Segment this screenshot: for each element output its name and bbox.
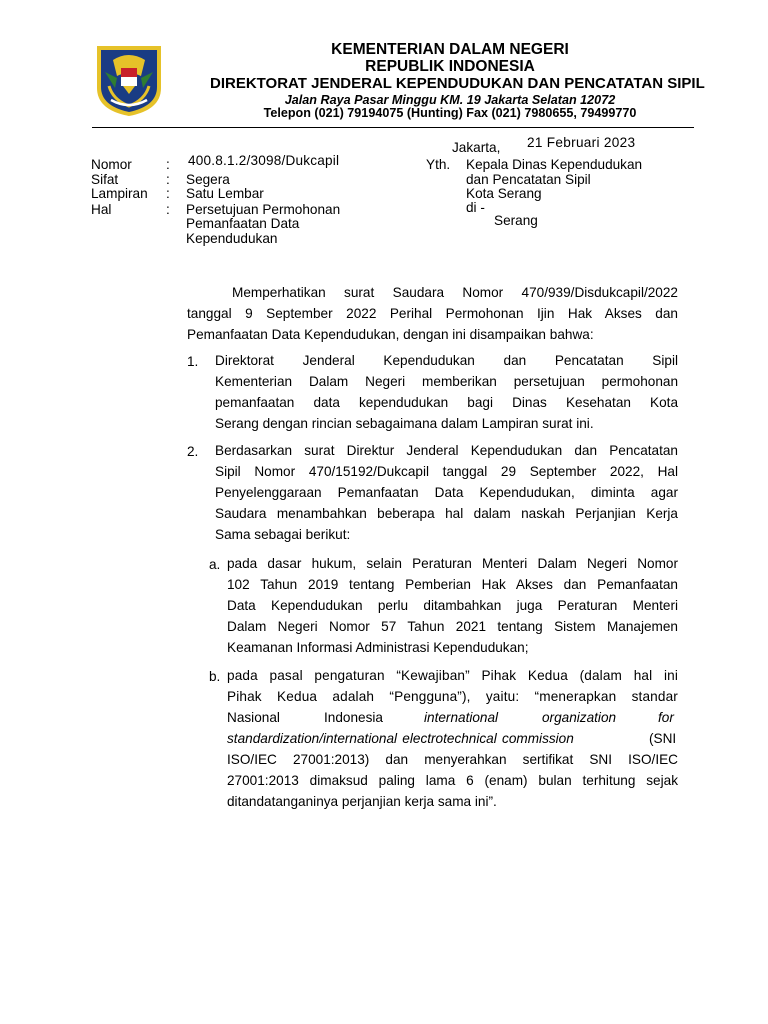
intro-line: tanggal 9 September 2022 Perihal Permohonan Ijin Hak Akses dan xyxy=(187,306,678,321)
office-phone-fax: Telepon (021) 79194075 (Hunting) Fax (021) 7980655, 79499770 xyxy=(263,106,637,120)
sub-b-line: ISO/IEC 27001:2013) dan menyerahkan sertifikat SNI ISO/IEC xyxy=(227,752,678,767)
lampiran-colon: : xyxy=(166,186,170,201)
sub-b-line: pada pasal pengaturan “Kewajiban” Pihak Kedua (dalam hal ini xyxy=(227,668,678,683)
sub-a-line: pada dasar hukum, selain Peraturan Menteri Dalam Negeri Nomor xyxy=(227,556,678,571)
lampiran-label: Lampiran xyxy=(91,186,148,201)
sub-a-line: 102 Tahun 2019 tentang Pemberian Hak Akses dan Pemanfaatan xyxy=(227,577,678,592)
hal-label: Hal xyxy=(91,202,112,217)
sub-b-line: 27001:2013 dimaksud paling lama 6 (enam) bulan terhitung sejak xyxy=(227,773,678,788)
hal-value-line: Kependudukan xyxy=(186,231,278,246)
intro-line: Pemanfaatan Data Kependudukan, dengan ini disampaikan bahwa: xyxy=(187,327,594,342)
item-2-number: 2. xyxy=(187,444,199,459)
item-2-line: Saudara menambahkan beberapa hal dalam naskah Perjanjian Kerja xyxy=(215,506,678,521)
letter-date: 21 Februari 2023 xyxy=(527,135,636,150)
addressee-line: Kota Serang xyxy=(466,186,542,201)
sifat-value: Segera xyxy=(186,172,230,187)
sub-a-label: a. xyxy=(209,557,221,572)
letterhead-divider xyxy=(92,127,694,128)
item-2-line: Berdasarkan surat Direktur Jenderal Kependudukan dan Pencatatan xyxy=(215,443,678,458)
lampiran-value: Satu Lembar xyxy=(186,186,264,201)
letter-place: Jakarta, xyxy=(452,140,501,155)
addressee-line: di - xyxy=(466,200,485,215)
hal-colon: : xyxy=(166,202,170,217)
sub-b-line4-tail: (SNI xyxy=(649,731,677,746)
sub-b-label: b. xyxy=(209,669,221,684)
sub-b-line: Pihak Kedua adalah “Pengguna”), yaitu: “menerapkan standar xyxy=(227,689,678,704)
sub-a-line: Keamanan Informasi Administrasi Kependudukan; xyxy=(227,640,529,655)
sifat-colon: : xyxy=(166,172,170,187)
office-address: Jalan Raya Pasar Minggu KM. 19 Jakarta Selatan 12072 xyxy=(284,93,616,107)
addressee-yth: Yth. xyxy=(426,157,451,172)
sub-a-line: Data Kependudukan perlu ditambahkan juga Peraturan Menteri xyxy=(227,598,678,613)
sub-b-line3-word: organization xyxy=(542,710,617,725)
item-1-line: Serang dengan rincian sebagaimana dalam Lampiran surat ini. xyxy=(215,416,594,431)
addressee-line: Serang xyxy=(494,213,538,228)
sub-b-line3-word: for xyxy=(658,710,674,725)
sub-b-line3-word: international xyxy=(424,710,499,725)
sub-a-line: Dalam Negeri Nomor 57 Tahun 2021 tentang Sistem Manajemen xyxy=(227,619,678,634)
sub-b-line3-word: Indonesia xyxy=(324,710,383,725)
hal-value-line: Persetujuan Permohonan xyxy=(186,202,341,217)
country-name: REPUBLIK INDONESIA xyxy=(365,58,535,75)
sub-b-line4-italic: standardization/international electrotechnical commission xyxy=(227,731,574,746)
sub-b-line: ditandatanganinya perjanjian kerja sama ini”. xyxy=(227,794,497,809)
ministry-name: KEMENTERIAN DALAM NEGERI xyxy=(331,41,569,58)
sifat-label: Sifat xyxy=(91,172,119,187)
item-1-line: Direktorat Jenderal Kependudukan dan Pencatatan Sipil xyxy=(215,353,678,368)
item-1-number: 1. xyxy=(187,354,199,369)
hal-value-line: Pemanfaatan Data xyxy=(186,216,300,231)
item-2-line: Penyelenggaraan Pemanfaatan Data Kependudukan, diminta agar xyxy=(215,485,678,500)
item-2-line: Sipil Nomor 470/15192/Dukcapil tanggal 29 September 2022, Hal xyxy=(215,464,678,479)
item-2-line: Sama sebagai berikut: xyxy=(215,527,351,542)
nomor-colon: : xyxy=(166,157,170,172)
addressee-line: Kepala Dinas Kependudukan xyxy=(466,157,643,172)
sub-b-line3-word: Nasional xyxy=(227,710,280,725)
ministry-emblem-logo xyxy=(93,42,165,118)
intro-line: Memperhatikan surat Saudara Nomor 470/939/Disdukcapil/2022 xyxy=(232,285,678,300)
nomor-value: 400.8.1.2/3098/Dukcapil xyxy=(188,153,340,168)
directorate-name: DIREKTORAT JENDERAL KEPENDUDUKAN DAN PENCATATAN SIPIL xyxy=(210,75,705,92)
item-1-line: Kementerian Dalam Negeri memberikan persetujuan permohonan xyxy=(215,374,678,389)
nomor-label: Nomor xyxy=(91,157,132,172)
addressee-line: dan Pencatatan Sipil xyxy=(466,172,591,187)
item-1-line: pemanfaatan data kependudukan bagi Dinas Kesehatan Kota xyxy=(215,395,678,410)
